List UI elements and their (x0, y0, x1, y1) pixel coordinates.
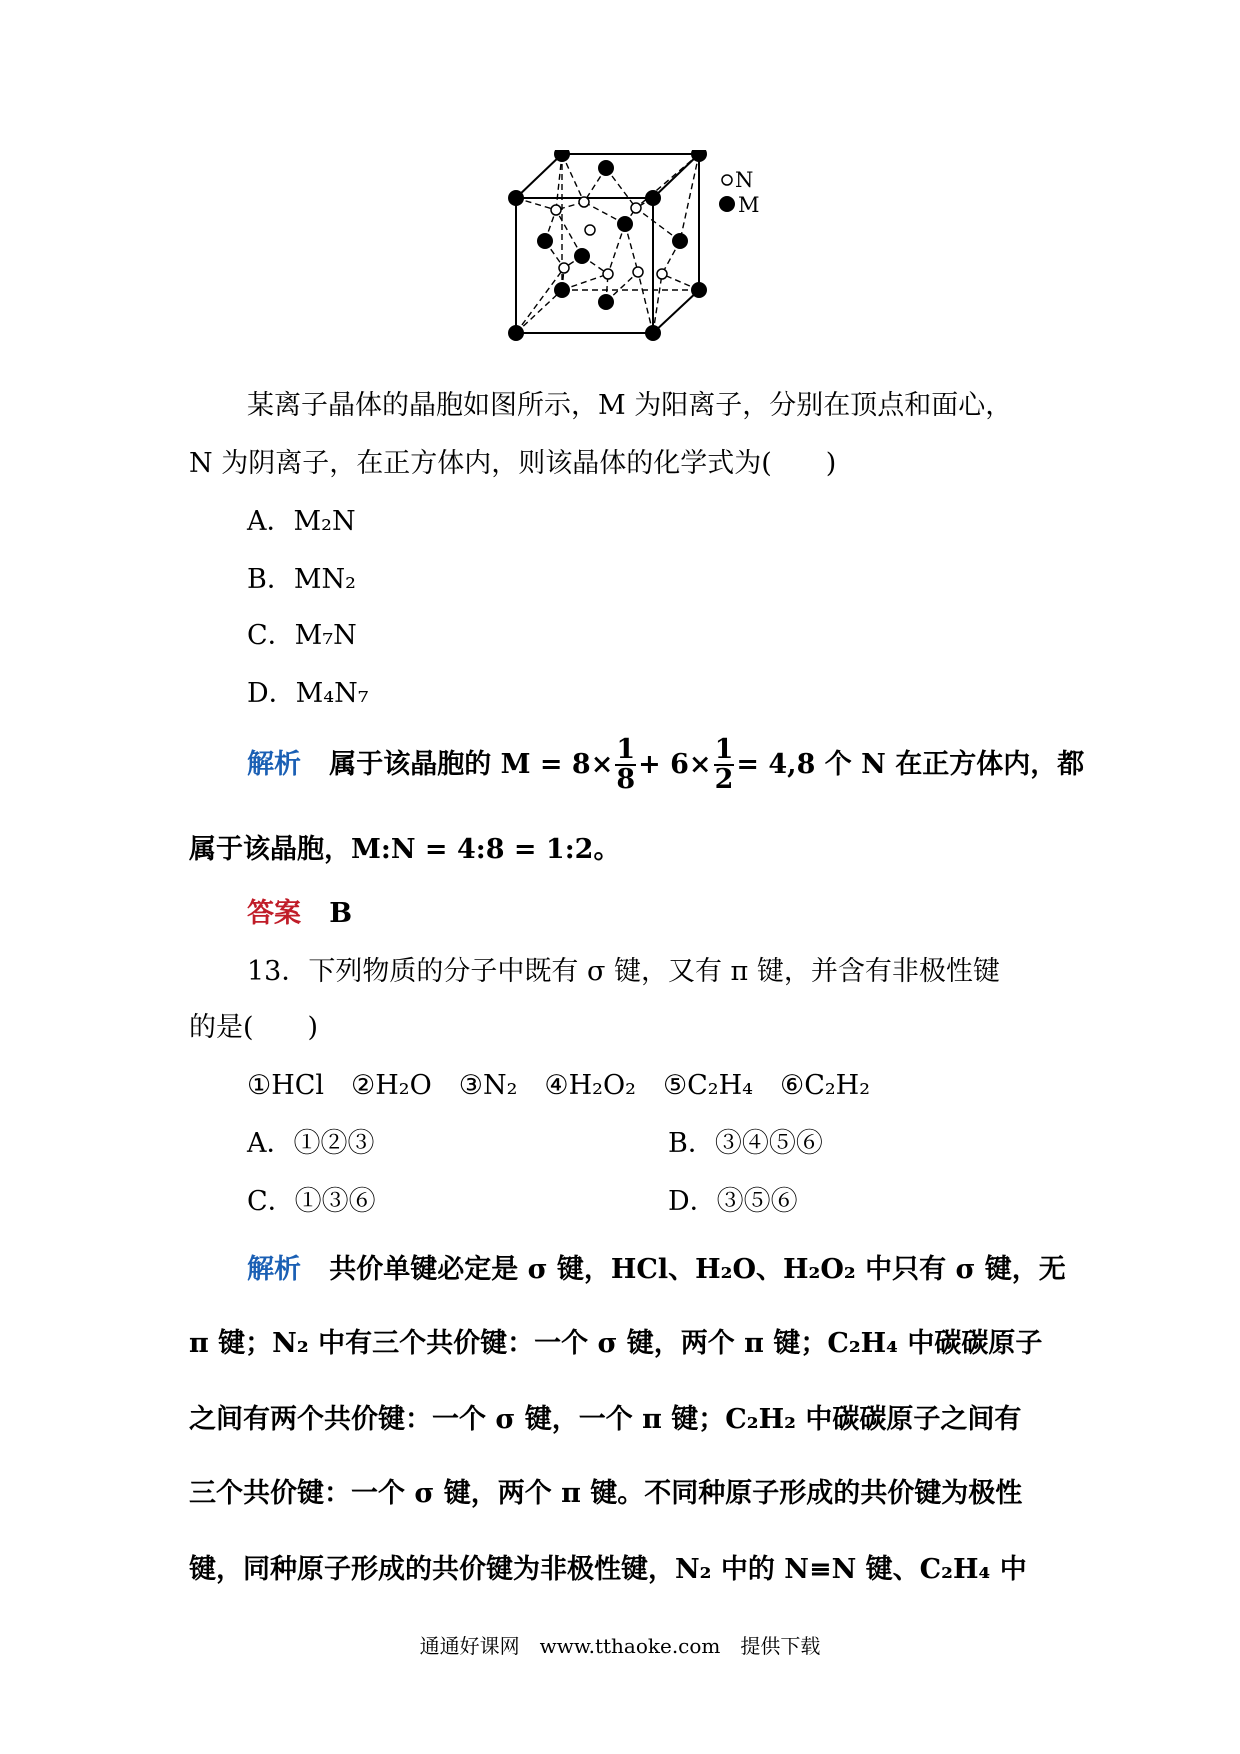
q13-analysis-line1: 解析 共价单键必定是 σ 键，HCl、H₂O、H₂O₂ 中只有 σ 键，无 (247, 1254, 1066, 1285)
page-footer: 通通好课网 www.tthaoke.com 提供下载 (419, 1634, 821, 1658)
legend-m-marker (719, 196, 735, 212)
q12-analysis-post: = 4,8 个 N 在正方体内，都 (736, 748, 1085, 780)
q13-substances: ①HCl ②H₂O ③N₂ ④H₂O₂ ⑤C₂H₄ ⑥C₂H₂ (247, 1070, 871, 1101)
q13-stem-line2: 的是( ) (189, 1012, 319, 1043)
q12-analysis-line2: 属于该晶胞，M:N = 4:8 = 1:2。 (189, 834, 621, 865)
q12-answer-label: 答案 (247, 898, 301, 929)
fraction-one-half: $\frac{1}{2}$ (714, 734, 734, 796)
q12-stem-line1: 某离子晶体的晶胞如图所示，M 为阳离子，分别在顶点和面心， (247, 390, 1013, 421)
q13-analysis-line4: 三个共价键：一个 σ 键，两个 π 键。不同种原子形成的共价键为极性 (189, 1478, 1023, 1509)
q12-analysis-line1 (247, 736, 1084, 795)
q12-analysis-label: 解析 (247, 748, 301, 780)
q13-analysis-line2: π 键；N₂ 中有三个共价键：一个 σ 键，两个 π 键；C₂H₄ 中碳碳原子 (189, 1328, 1043, 1359)
q12-analysis-pre: 属于该晶胞的 M = 8× (329, 748, 614, 780)
q12-option-b: B．MN₂ (247, 564, 356, 595)
q13-option-c: C．①③⑥ (247, 1186, 376, 1217)
q13-option-d: D．③⑤⑥ (668, 1186, 798, 1217)
q12-analysis-mid: + 6× (638, 748, 712, 780)
q12-option-d: D．M₄N₇ (247, 678, 369, 709)
q13-option-b: B．③④⑤⑥ (668, 1128, 823, 1159)
q12-stem-line2: N 为阴离子，在正方体内，则该晶体的化学式为( ) (189, 448, 837, 479)
q12-answer-value: B (329, 898, 353, 929)
q13-analysis-label: 解析 (247, 1254, 301, 1285)
q13-stem-line1: 13．下列物质的分子中既有 σ 键，又有 π 键，并含有非极性键 (247, 956, 1000, 987)
crystal-cell-diagram (490, 150, 810, 370)
q12-answer (247, 900, 352, 927)
q13-analysis-line5: 键，同种原子形成的共价键为非极性键，N₂ 中的 N≡N 键、C₂H₄ 中 (189, 1554, 1027, 1585)
fraction-one-eighth: $\frac{1}{8}$ (616, 734, 636, 796)
q13-analysis-line3: 之间有两个共价键：一个 σ 键，一个 π 键；C₂H₂ 中碳碳原子之间有 (189, 1404, 1022, 1435)
q12-option-a: A．M₂N (247, 506, 356, 537)
legend-m-label: M (738, 193, 760, 217)
legend-n-marker (722, 175, 732, 185)
q12-option-c: C．M₇N (247, 620, 357, 651)
q13-option-a: A．①②③ (247, 1128, 375, 1159)
legend-n-label: N (735, 168, 754, 192)
